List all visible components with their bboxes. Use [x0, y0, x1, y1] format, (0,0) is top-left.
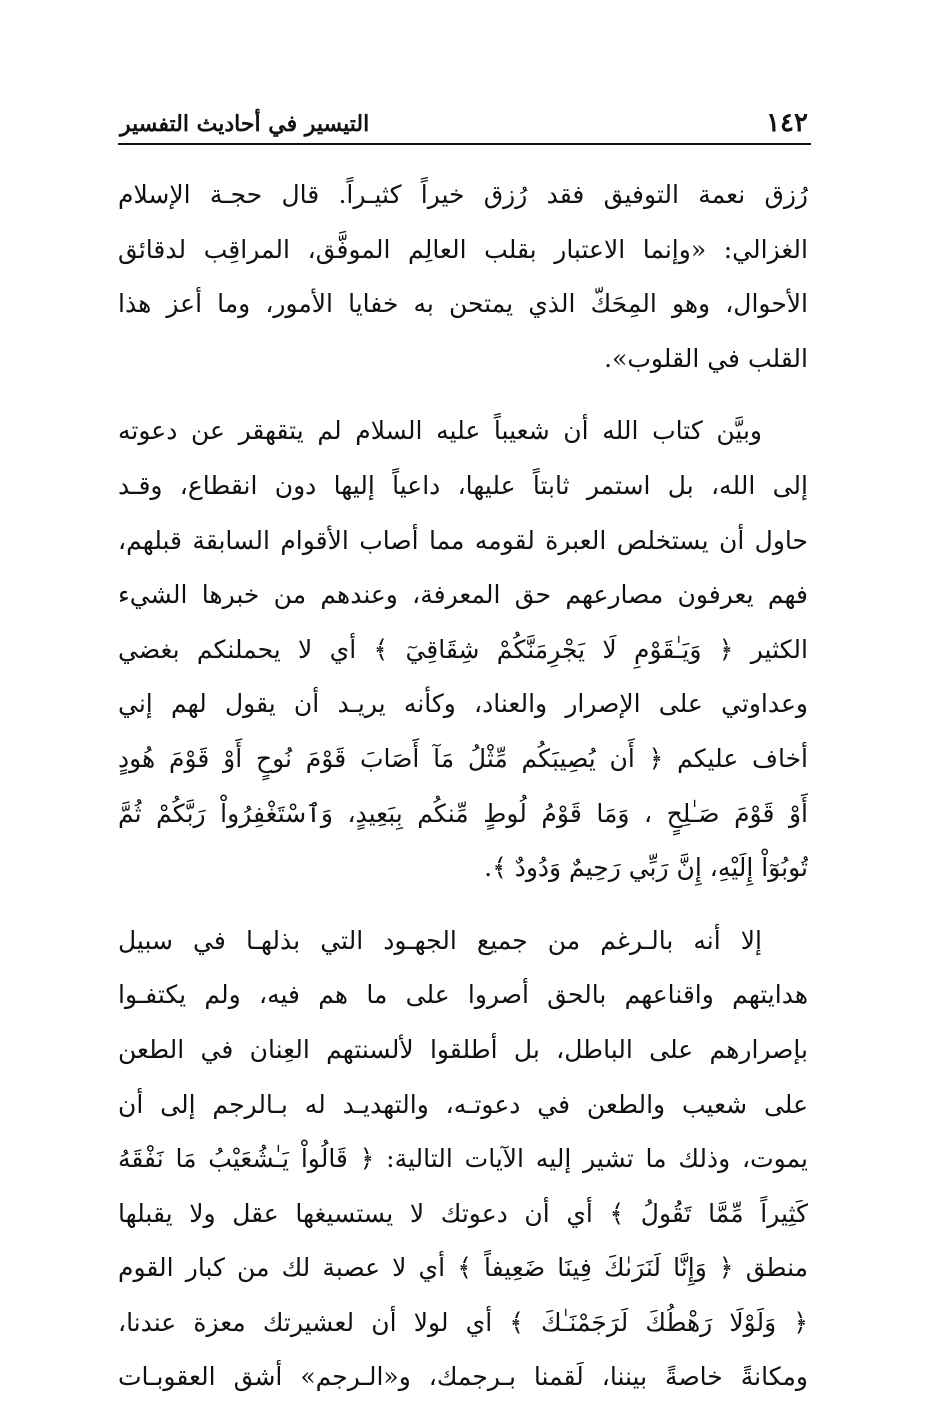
text-line: ومكانةً خاصةً بيننا، لَقمنا بـرجمك، و«الـرجم» أشق العقوبـات	[118, 1362, 808, 1392]
page-number: ١٤٢	[766, 108, 808, 138]
text-line: فهم يعرفون مصارعهم حق المعرفة، وعندهم من خبرها الشيء	[118, 580, 808, 610]
text-line: وبيَّن كتاب الله أن شعيباً عليه السلام لم يتقهقر عن دعوته	[118, 416, 762, 446]
text-line: ﴿ وَلَوْلَا رَهْطُكَ لَرَجَمْنَـٰكَ ﴾ أي لولا أن لعشيرتك معزة عندنا،	[118, 1307, 808, 1337]
text-line: على شعيب والطعن في دعوتـه، والتهديـد له بـالرجم إلى أن	[118, 1089, 808, 1119]
text-line: أخاف عليكم ﴿ أَن يُصِيبَكُم مِّثْلُ مَآ أَصَابَ قَوْمَ نُوحٍ أَوْ قَوْمَ هُودٍ	[118, 743, 808, 773]
text-line: رُزق نعمة التوفيق فقد رُزق خيراً كثيـراً. قال حجـة الإسلام	[118, 180, 808, 209]
text-line: أَوْ قَوْمَ صَـٰلِحٍ ، وَمَا قَوْمُ لُوطٍ مِّنكُم بِبَعِيدٍ، وَٱسْتَغْفِرُواْ رَبَّكُمْ ثُمَّ	[118, 798, 808, 828]
text-line: حاول أن يستخلص العبرة لقومه مما أصاب الأقوام السابقة قبلهم،	[118, 525, 808, 555]
text-line: القلب في القلوب».	[604, 343, 808, 373]
body-text	[118, 168, 808, 1405]
page-header	[120, 106, 808, 142]
paragraph-2	[118, 404, 808, 895]
text-line: إلى الله، بل استمر ثابتاً عليها، داعياً إليها دون انقطاع، وقـد	[118, 470, 808, 500]
paragraph-1	[118, 168, 808, 386]
text-line: بإصرارهم على الباطل، بل أطلقوا لألسنتهم العِنان في الطعن	[118, 1034, 808, 1064]
text-line: الكثير ﴿ وَيَـٰقَوْمِ لَا يَجْرِمَنَّكُمْ شِقَاقِيٓ ﴾ أي لا يحملنكم بغضي	[118, 634, 808, 664]
text-line: الأحوال، وهو المِحَكّ الذي يمتحن به خفايا الأمور، وما أعز هذا	[118, 289, 808, 319]
paragraph-gap	[118, 386, 808, 404]
text-line: يموت، وذلك ما تشير إليه الآيات التالية: ﴿ قَالُواْ يَـٰشُعَيْبُ مَا نَفْقَهُ	[118, 1144, 808, 1174]
paragraph-3	[118, 914, 808, 1405]
text-line: الغزالي: «وإنما الاعتبار بقلب العالِم الموفَّق، المراقِب لدقائق	[118, 234, 808, 264]
text-line: وعداوتي على الإصرار والعناد، وكأنه يريـد أن يقول لهم إني	[118, 689, 808, 719]
text-line: إلا أنه بالـرغم من جميع الجهـود التي بذلهـا في سبيل	[118, 925, 762, 955]
text-line: كَثِيراً مِّمَّا تَقُولُ ﴾ أي أن دعوتك لا يستسيغها عقل ولا يقبلها	[118, 1198, 808, 1228]
text-line: منطق ﴿ وَإِنَّا لَنَرَىٰكَ فِينَا ضَعِيفاً ﴾ أي لا عصبة لك من كبار القوم	[118, 1253, 808, 1283]
paragraph-gap	[118, 896, 808, 914]
header-rule	[118, 143, 811, 145]
text-line: هدايتهم واقناعهم بالحق أصروا على ما هم فيه، ولم يكتفـوا	[118, 980, 808, 1010]
text-line: تُوبُوٓاْ إِلَيْهِ، إِنَّ رَبِّي رَحِيمٌ وَدُودٌ ﴾.	[484, 853, 808, 883]
running-title: التيسير في أحاديث التفسير	[120, 111, 370, 137]
